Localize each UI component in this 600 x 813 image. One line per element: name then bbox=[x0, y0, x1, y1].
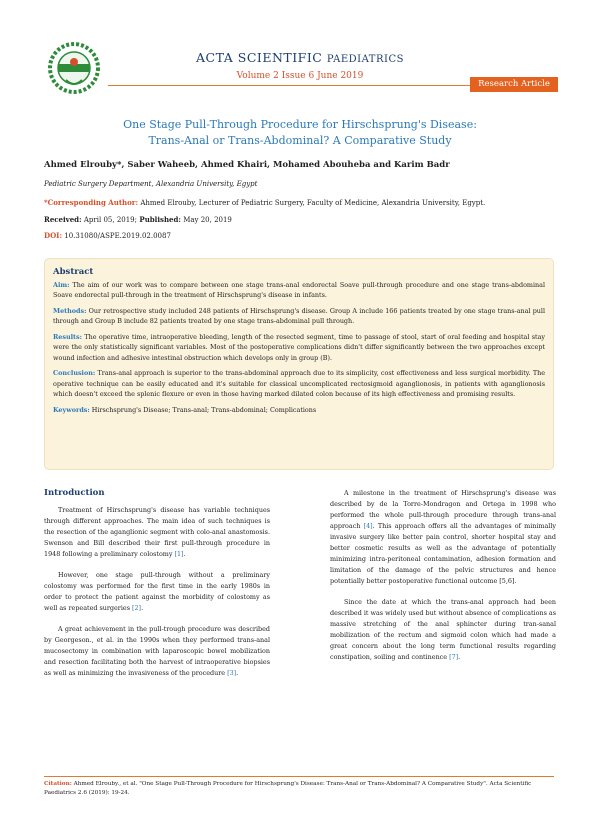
issue-info: Volume 2 Issue 6 June 2019 bbox=[236, 71, 364, 81]
abstract-text: Our retrospective study included 248 patients of Hirschsprung's disease. Group A include 166 patients treated by one stage trans-anal pull through and Group B include 82 patients treated by one stage trans-abdominal pull through. bbox=[53, 306, 545, 325]
article-type-badge: Research Article bbox=[470, 77, 558, 92]
authors: Ahmed Elrouby*, Saber Waheeb, Ahmed Khairi, Mohamed Abouheba and Karim Badr bbox=[44, 160, 450, 170]
abstract-text: The aim of our work was to compare between one stage trans-anal endorectal Soave pull-through procedure and one stage trans-abdominal Soave endorectal pull-through in the treatment of Hirschsprung's disease in infants. bbox=[53, 280, 545, 299]
reference-link[interactable]: [1] bbox=[174, 550, 184, 558]
reference-link[interactable]: [3] bbox=[227, 669, 237, 677]
paragraph bbox=[44, 505, 270, 560]
paragraph-text: However, one stage pull-through without a preliminary colostomy was performed for the first time in the early 1980s in order to protect the patient against the morbidity of colostomy as well as repeated surgeries bbox=[44, 571, 270, 612]
body-column-right bbox=[330, 488, 556, 673]
journal-name-main: ACTA SCIENTIFIC bbox=[196, 50, 327, 65]
abstract-results bbox=[53, 332, 545, 364]
abstract-keywords bbox=[53, 405, 545, 416]
reference-link[interactable]: [4] bbox=[363, 522, 373, 530]
abstract-box bbox=[44, 258, 554, 470]
received-date: April 05, 2019; bbox=[81, 216, 137, 224]
abstract-text: Hirschsprung's Disease; Trans-anal; Trans-abdominal; Complications bbox=[89, 405, 317, 414]
corresponding-label: *Corresponding Author: bbox=[44, 198, 139, 207]
abstract-aim bbox=[53, 280, 545, 301]
dates bbox=[44, 215, 232, 224]
abstract-text: The operative time, intraoperative bleeding, length of the resected segment, time to passage of stool, start of oral feeding and hospital stay were the only statistically significant variables. Most of the postoperative complications didn't differ significantly between the two approaches except wound infection and adhesive intestinal obstruction which develops only in group (B). bbox=[53, 332, 545, 362]
article-title bbox=[60, 117, 540, 149]
paragraph bbox=[330, 597, 556, 663]
abstract-label: Methods: bbox=[53, 306, 87, 315]
title-line-1: One Stage Pull-Through Procedure for Hirschsprung's Disease: bbox=[123, 118, 477, 131]
paragraph-text: Treatment of Hirschsprung's disease has variable techniques through different approaches. The main idea of such techniques is the resection of the aganglionic segment with colo-anal anastomosis. Swenson and Bill described their first pull-through procedure in 1948 following a preliminary colostomy bbox=[44, 506, 270, 558]
published-date: May 20, 2019 bbox=[180, 216, 232, 224]
doi-label: DOI: bbox=[44, 231, 63, 240]
paragraph-end: . bbox=[183, 550, 186, 558]
journal-name bbox=[0, 50, 600, 65]
body-column-left bbox=[44, 488, 270, 689]
doi bbox=[44, 231, 171, 240]
paragraph-end: . This approach offers all the advantages of minimally invasive surgery like better pain control, shorter hospital stay and better cosmetic results as well as the advantage of potentially minimizing intra-peritoneal contamination, adhesion formation and limitation of the damage of the pelvic structures and hence potentially better postoperative functional outcome [5,6]. bbox=[330, 522, 557, 585]
published-label: Published: bbox=[137, 215, 181, 224]
paragraph-end: . bbox=[236, 669, 239, 677]
citation bbox=[44, 780, 564, 798]
paragraph bbox=[44, 570, 270, 614]
reference-link[interactable]: [2] bbox=[132, 604, 142, 612]
paragraph-text: Since the date at which the trans-anal approach had been described it was widely used but without absence of complications as massive stretching of the anal sphincter during tran-sanal mobilization of the rectum and sigmoid colon which had made a great concern about the long term functional results regarding constipation, soiling and continence bbox=[330, 598, 556, 661]
paragraph-text: A great achievement in the pull-trough procedure was described by Georgeson., et al. in the 1990s when they performed trans-anal mucosectomy in combination with laparoscopic bowel mobilization and resection facilitating both the harvest of intraoperative biopsies as well as minimizing the invasiveness of the procedure bbox=[44, 625, 270, 677]
affiliation: Pediatric Surgery Department, Alexandria University, Egypt bbox=[44, 180, 258, 188]
abstract-text: Trans-anal approach is superior to the trans-abdominal approach due to its simplicity, cost effectiveness and less surgical morbidity. The operative technique can be easily educated and it's suitable for classical uncomplicated rectosigmoid aganglionosis, in patients with aganglionosis which doesn't exceed the splenic flexure or even in those having marked dilated colon because of its high effectiveness and promising results. bbox=[53, 369, 545, 398]
paragraph bbox=[330, 488, 556, 587]
paragraph bbox=[44, 624, 270, 679]
abstract-label: Keywords: bbox=[53, 405, 90, 414]
introduction-heading: Introduction bbox=[44, 488, 105, 498]
citation-label: Citation: bbox=[44, 781, 72, 787]
paragraph-text: A milestone in the treatment of Hirschsprung's disease was described by de la Torre-Mondragon and Ortega in 1998 who performed the whole pull-through procedure through trans-anal approach bbox=[330, 489, 556, 530]
journal-logo bbox=[44, 40, 104, 96]
title-line-2: Trans-Anal or Trans-Abdominal? A Comparative Study bbox=[148, 134, 452, 147]
footer-divider bbox=[44, 776, 554, 777]
abstract-methods bbox=[53, 306, 545, 327]
corresponding-text: Ahmed Elrouby, Lecturer of Pediatric Surgery, Faculty of Medicine, Alexandria University, Egypt. bbox=[138, 199, 486, 207]
abstract-conclusion bbox=[53, 368, 545, 400]
received-label: Received: bbox=[44, 215, 82, 224]
abstract-label: Results: bbox=[53, 332, 82, 341]
journal-name-sub: PAEDIATRICS bbox=[326, 54, 404, 65]
header-divider bbox=[108, 85, 470, 86]
doi-value[interactable]: 10.31080/ASPE.2019.02.0087 bbox=[62, 232, 171, 240]
corresponding-author bbox=[44, 198, 485, 207]
abstract-heading: Abstract bbox=[53, 267, 94, 277]
paragraph-end: . bbox=[458, 653, 461, 661]
reference-link[interactable]: [7] bbox=[449, 653, 459, 661]
paragraph-end: . bbox=[141, 604, 144, 612]
abstract-label: Conclusion: bbox=[53, 369, 96, 377]
citation-text: Ahmed Elrouby., et al. "One Stage Pull-Through Procedure for Hirschsprung's Disease: Trans-Anal or Trans-Abdominal? A Comparative Study". Acta Scientific Paediatrics 2.6 (2019): 19-24. bbox=[44, 781, 532, 796]
abstract-label: Aim: bbox=[53, 280, 70, 289]
